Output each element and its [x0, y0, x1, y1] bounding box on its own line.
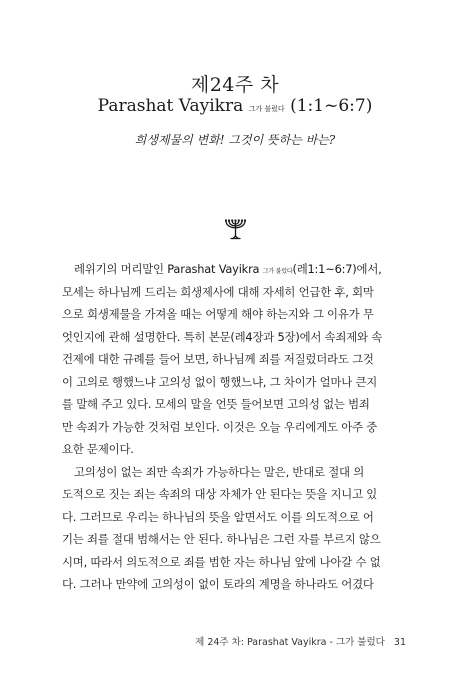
paragraph-1-line-1: 레위기의 머리말인 Parashat Vayikra 그가 불렀다(레1:1~6:7)에서,: [74, 262, 382, 276]
chapter-subtitle: 희생제물의 변화! 그것이 뜻하는 바는?: [134, 133, 336, 147]
paragraph-line: 기는 죄를 절대 범해서는 안 된다. 하나님은 그런 자를 부르지 않으: [62, 532, 381, 546]
paragraph-line: 요한 문제이다.: [62, 442, 134, 456]
title-reference: (1:1~6:7): [290, 96, 373, 116]
body-text: [62, 258, 402, 596]
running-head: 제 24주 차: Parashat Vayikra - 그가 불렀다: [195, 637, 385, 648]
chapter-number: 제24주 차: [190, 74, 280, 96]
paragraph-line: 다. 그러므로 우리는 하나님의 뜻을 알면서도 이를 의도적으로 어: [62, 509, 374, 524]
paragraph-line: 고의성이 없는 죄만 속죄가 가능하다는 말은, 반대로 절대 의: [74, 464, 365, 479]
paragraph-line: 도적으로 짓는 죄는 속죄의 대상 자체가 안 된다는 뜻을 지니고 있: [62, 487, 378, 501]
paragraph-line: 만 속죄가 가능한 것처럼 보인다. 이것은 오늘 우리에게도 아주 중: [62, 419, 378, 434]
paragraph-line: 건제에 대한 규례를 들어 보면, 하나님께 죄를 저질렀더라도 그것: [62, 352, 374, 366]
chapter-title: [0, 96, 470, 116]
page-number: 31: [393, 637, 406, 648]
title-translation: 그가 불렀다: [248, 105, 285, 113]
paragraph-line: 다. 그러나 만약에 고의성이 없이 토라의 계명을 하나라도 어겼다: [62, 577, 374, 591]
paragraph-line: 모세는 하나님께 드리는 희생제사에 대해 자세히 언급한 후, 회막: [62, 284, 374, 299]
menorah-icon: [223, 219, 248, 241]
page-footer: [195, 634, 406, 648]
paragraph-line: 를 말해 주고 있다. 모세의 말을 언뜻 들어보면 고의성 없는 범죄: [62, 397, 370, 411]
title-main: Parashat Vayikra: [97, 96, 244, 116]
paragraph-line: 엇인지에 관해 설명한다. 특히 본문(레4장과 5장)에서 속죄제와 속: [62, 329, 383, 344]
paragraph-line: 시며, 따라서 의도적으로 죄를 범한 자는 하나님 앞에 나아갈 수 없: [62, 554, 381, 569]
paragraph-line: 으로 희생제물을 가져올 때는 어떻게 해야 하는지와 그 이유가 무: [62, 307, 374, 321]
paragraph-line: 이 고의로 행했느냐 고의성 없이 행했느냐, 그 차이가 얼마나 큰지: [62, 374, 378, 389]
